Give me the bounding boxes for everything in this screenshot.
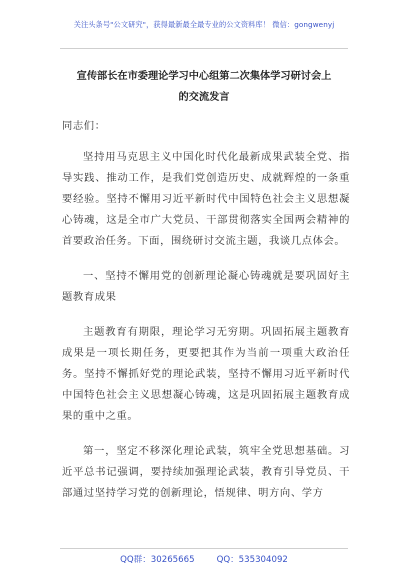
document-title — [62, 66, 346, 108]
paragraph: 主题教育有期限，理论学习无穷期。巩固拓展主题教育成果是一项长期任务，更要把其作为当前一项重大政治任务。坚持不懈抓好党的理论武装，坚持不懈用习近平新时代中国特色社会主义思想凝心铸魂，这是巩固拓展主题教育成果的重中之重。 — [62, 326, 350, 422]
document-body — [62, 116, 350, 504]
footer — [0, 553, 408, 565]
title-line-1: 宣传部长在市委理论学习中心组第二次集体学习研讨会上 — [76, 71, 332, 82]
paragraph: 第一，坚定不移深化理论武装，筑牢全党思想基础。习近平总书记强调，要持续加强理论武装，教育引导党员、干部通过坚持学习党的创新理论，悟规律、明方向、学方 — [62, 445, 350, 499]
section-heading: 一、坚持不懈用党的创新理论凝心铸魂就是要巩固好主题教育成果 — [62, 270, 350, 303]
title-line-2: 的交流发言 — [178, 92, 230, 103]
footer-qq-number: QQ：535304092 — [216, 555, 288, 565]
paragraph: 坚持用马克思主义中国化时代化最新成果武装全党、指导实践、推动工作，是我们党创造历史、成就辉煌的一条重要经验。坚持不懈用习近平新时代中国特色社会主义思想凝心铸魂，这是全市广大党员、干部贯彻落实全国两会精神的首要政治任务。下面，围绕研讨交流主题，我谈几点体会。 — [62, 151, 350, 247]
salutation: 同志们： — [62, 120, 106, 132]
header-divider — [60, 48, 348, 49]
footer-qq-group: QQ群：30265665 — [120, 555, 195, 565]
header-note: 关注头条号"公文研究"，获得最新最全最专业的公文资料库！ 微信：gongwenyj — [73, 20, 335, 29]
footer-divider — [60, 548, 348, 549]
